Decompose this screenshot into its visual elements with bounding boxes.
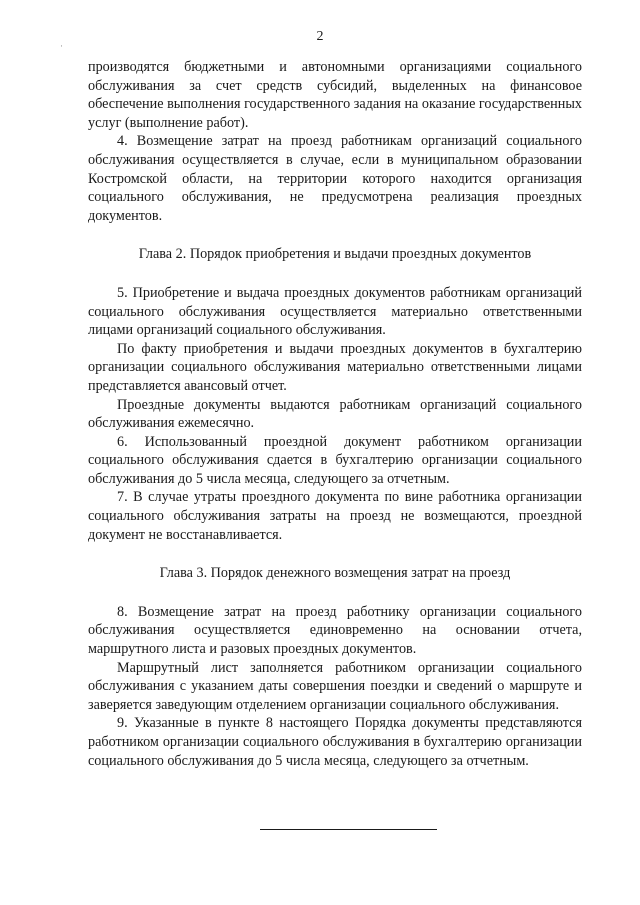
chapter-2-heading: Глава 2. Порядок приобретения и выдачи проездных документов xyxy=(138,246,532,263)
paragraph-continuation: производятся бюджетными и автономными организациями социального обслуживания за счет средств субсидий, выделенных на финансовое обеспечение выполнения государственного задания на оказание государственных услуг (выполнение работ). xyxy=(88,59,582,131)
chapter-3-heading: Глава 3. Порядок денежного возмещения затрат на проезд xyxy=(159,565,511,582)
document-body xyxy=(88,58,582,770)
end-of-document-rule xyxy=(260,829,437,830)
page-number: 2 xyxy=(316,29,324,44)
paragraph-5c: Проездные документы выдаются работникам организаций социального обслуживания ежемесячно. xyxy=(88,396,582,432)
scan-mark: · xyxy=(60,41,63,51)
paragraph-4: 4. Возмещение затрат на проезд работникам организаций социального обслуживания осуществляется в случае, если в муниципальном образовании Костромской области, на территории которого находится организация социального обслуживания, не предусмотрена реализация проездных документов. xyxy=(88,133,582,224)
paragraph-8b: Маршрутный лист заполняется работником организации социального обслуживания с указанием даты совершения поездки и сведений о маршруте и заверяется заведующим отделением организации социального обслуживания. xyxy=(88,659,582,713)
paragraph-7: 7. В случае утраты проездного документа по вине работника организации социального обслуживания затраты на проезд не возмещаются, проездной документ не восстанавливается. xyxy=(88,489,582,543)
paragraph-8: 8. Возмещение затрат на проезд работнику организации социального обслуживания осуществляется единовременно на основании отчета, маршрутного листа и разовых проездных документов. xyxy=(88,603,582,658)
paragraph-5: 5. Приобретение и выдача проездных документов работникам организаций социального обслуживания осуществляется материально ответственными лицами организаций социального обслуживания. xyxy=(88,284,582,339)
paragraph-5b: По факту приобретения и выдачи проездных документов в бухгалтерию организации социального обслуживания материально ответственными лицами представляется авансовый отчет. xyxy=(88,340,582,394)
paragraph-9: 9. Указанные в пункте 8 настоящего Порядка документы представляются работником организации социального обслуживания в бухгалтерию организации социального обслуживания до 5 числа месяца, следующего за отчетным. xyxy=(88,715,582,769)
paragraph-6: 6. Использованный проездной документ работником организации социального обслуживания сдается в бухгалтерию организации социального обслуживания до 5 числа месяца, следующего за отчетным. xyxy=(88,433,582,487)
